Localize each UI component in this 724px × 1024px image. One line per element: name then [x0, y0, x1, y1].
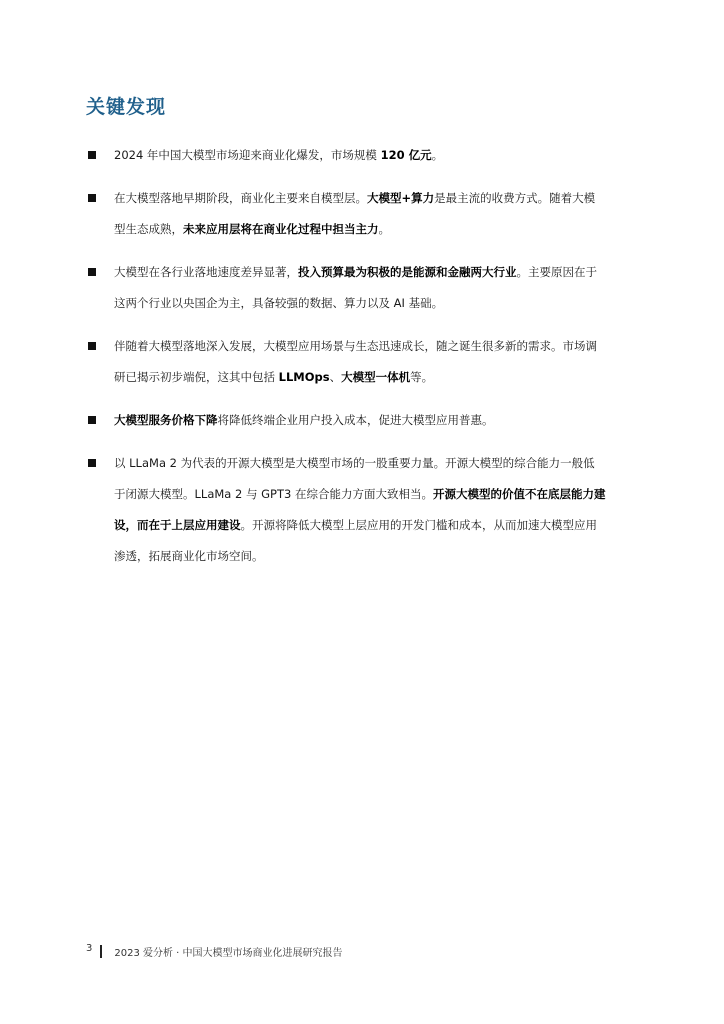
finding-line — [114, 183, 642, 214]
finding-text: 大模型在各行业落地速度差异显著， — [114, 265, 298, 279]
finding-item — [86, 183, 642, 245]
finding-emphasis-text: LLMOps — [278, 370, 330, 384]
finding-item — [86, 331, 642, 393]
finding-emphasis-text: 大模型+算力 — [367, 191, 435, 205]
finding-line — [114, 331, 642, 362]
square-bullet-icon — [88, 151, 96, 159]
key-findings-list — [86, 140, 642, 584]
finding-text: 等。 — [410, 370, 434, 384]
finding-line — [114, 362, 642, 393]
finding-line — [114, 541, 642, 572]
finding-emphasis-text: 设，而在于上层应用建设 — [114, 518, 241, 532]
page-number: 3 — [86, 943, 93, 954]
finding-line — [114, 405, 642, 436]
finding-text: 将降低终端企业用户投入成本，促进大模型应用普惠。 — [217, 413, 494, 427]
square-bullet-icon — [88, 459, 96, 467]
finding-emphasis-text: 未来应用层将在商业化过程中担当主力 — [183, 222, 379, 236]
finding-line — [114, 479, 642, 510]
finding-text: 。开源将降低大模型上层应用的开发门槛和成本，从而加速大模型应用 — [240, 518, 597, 532]
finding-line — [114, 448, 642, 479]
square-bullet-icon — [88, 342, 96, 350]
finding-emphasis-text: 120 亿元 — [380, 148, 432, 162]
finding-line — [114, 288, 642, 319]
finding-text: 。 — [431, 148, 444, 162]
page-footer — [86, 944, 343, 959]
finding-item — [86, 257, 642, 319]
finding-text: 是最主流的收费方式。随着大模 — [434, 191, 596, 205]
finding-emphasis-text: 开源大模型的价值不在底层能力建 — [432, 487, 606, 501]
square-bullet-icon — [88, 416, 96, 424]
finding-line — [114, 510, 642, 541]
finding-text: 、 — [329, 370, 342, 384]
square-bullet-icon — [88, 268, 96, 276]
finding-emphasis-text: 大模型一体机 — [341, 370, 411, 384]
finding-text: 于闭源大模型。LLaMa 2 与 GPT3 在综合能力方面大致相当。 — [114, 487, 433, 501]
page-title: 关键发现 — [86, 96, 167, 118]
finding-line — [114, 140, 642, 171]
footer-divider — [100, 945, 102, 958]
footer-report-title: 2023 爱分析 · 中国大模型市场商业化进展研究报告 — [114, 948, 343, 959]
finding-text: 。主要原因在于 — [516, 265, 597, 279]
finding-text: 研已揭示初步端倪，这其中包括 — [114, 370, 279, 384]
finding-line — [114, 214, 642, 245]
finding-item — [86, 405, 642, 436]
finding-text: 。 — [378, 222, 390, 236]
finding-text: 渗透，拓展商业化市场空间。 — [114, 549, 264, 563]
finding-item — [86, 448, 642, 572]
finding-text: 在大模型落地早期阶段，商业化主要来自模型层。 — [114, 191, 367, 205]
finding-text: 这两个行业以央国企为主，具备较强的数据、算力以及 AI 基础。 — [114, 296, 444, 310]
square-bullet-icon — [88, 194, 96, 202]
finding-text: 伴随着大模型落地深入发展，大模型应用场景与生态迅速成长，随之诞生很多新的需求。市场调 — [114, 339, 597, 353]
finding-text: 以 LLaMa 2 为代表的开源大模型是大模型市场的一股重要力量。开源大模型的综合能力一般低 — [114, 456, 595, 470]
finding-line — [114, 257, 642, 288]
finding-text: 2024 年中国大模型市场迎来商业化爆发，市场规模 — [114, 148, 381, 162]
finding-emphasis-text: 大模型服务价格下降 — [114, 413, 218, 427]
finding-emphasis-text: 投入预算最为积极的是能源和金融两大行业 — [298, 265, 517, 279]
finding-item — [86, 140, 642, 171]
finding-text: 型生态成熟， — [114, 222, 183, 236]
